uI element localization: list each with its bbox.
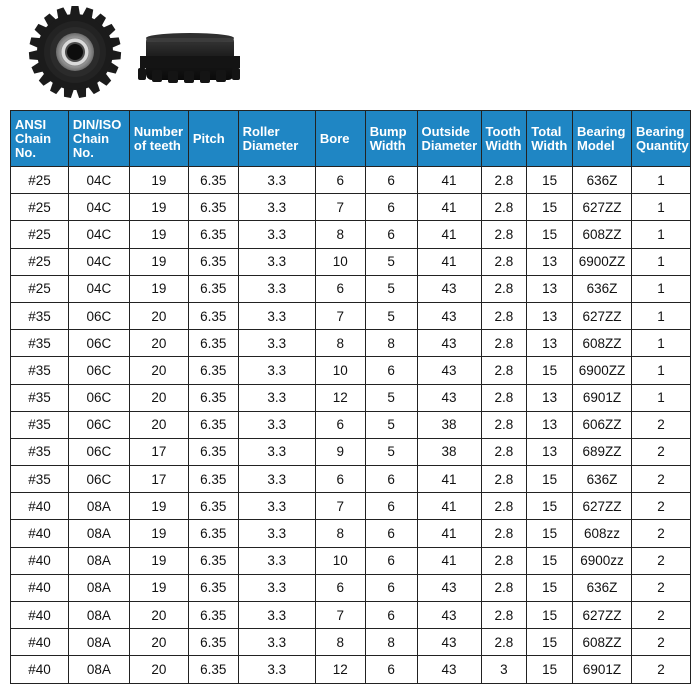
table-cell: 3.3 [238, 574, 315, 601]
table-cell: 636Z [573, 466, 632, 493]
table-cell: 2.8 [481, 248, 527, 275]
table-cell: 627ZZ [573, 602, 632, 629]
table-cell: 9 [315, 438, 365, 465]
table-cell: #40 [11, 547, 69, 574]
table-cell: 08A [68, 574, 129, 601]
table-cell: 6 [365, 520, 417, 547]
table-cell: 2.8 [481, 574, 527, 601]
table-cell: 19 [129, 194, 188, 221]
table-cell: 2.8 [481, 520, 527, 547]
table-cell: 15 [527, 466, 573, 493]
table-cell: 15 [527, 656, 573, 683]
table-cell: #35 [11, 438, 69, 465]
table-cell: 19 [129, 167, 188, 194]
table-cell: 6 [315, 574, 365, 601]
table-cell: 689ZZ [573, 438, 632, 465]
table-cell: 6 [365, 221, 417, 248]
table-cell: 6.35 [188, 656, 238, 683]
table-cell: 2.8 [481, 602, 527, 629]
table-cell: 627ZZ [573, 302, 632, 329]
table-cell: 608ZZ [573, 221, 632, 248]
table-cell: #35 [11, 330, 69, 357]
table-cell: #25 [11, 275, 69, 302]
table-cell: 7 [315, 302, 365, 329]
table-cell: 6.35 [188, 194, 238, 221]
table-cell: 04C [68, 275, 129, 302]
table-cell: 6901Z [573, 384, 632, 411]
column-header: Total Width [527, 111, 573, 167]
table-cell: 7 [315, 602, 365, 629]
table-cell: 2.8 [481, 547, 527, 574]
column-header: DIN/ISO Chain No. [68, 111, 129, 167]
table-cell: 6.35 [188, 357, 238, 384]
table-cell: 08A [68, 493, 129, 520]
column-header: Outside Diameter [417, 111, 481, 167]
table-cell: 7 [315, 493, 365, 520]
table-cell: 1 [631, 167, 690, 194]
table-cell: 6 [365, 194, 417, 221]
table-cell: 606ZZ [573, 411, 632, 438]
table-cell: #40 [11, 656, 69, 683]
table-cell: 43 [417, 384, 481, 411]
table-cell: 2.8 [481, 330, 527, 357]
table-cell: 636Z [573, 167, 632, 194]
column-header: Number of teeth [129, 111, 188, 167]
table-cell: 6.35 [188, 438, 238, 465]
table-cell: 41 [417, 167, 481, 194]
table-cell: 8 [315, 629, 365, 656]
table-cell: 41 [417, 547, 481, 574]
table-cell: 20 [129, 411, 188, 438]
table-cell: 1 [631, 221, 690, 248]
table-cell: 2 [631, 656, 690, 683]
table-cell: 5 [365, 248, 417, 275]
table-cell: 2.8 [481, 302, 527, 329]
table-cell: 2 [631, 629, 690, 656]
column-header: Tooth Width [481, 111, 527, 167]
table-cell: #35 [11, 302, 69, 329]
column-header: Pitch [188, 111, 238, 167]
table-row [11, 493, 691, 520]
table-cell: 20 [129, 629, 188, 656]
table-cell: 20 [129, 330, 188, 357]
table-cell: 41 [417, 520, 481, 547]
table-cell: 2 [631, 466, 690, 493]
table-cell: 04C [68, 194, 129, 221]
table-cell: 10 [315, 357, 365, 384]
table-row [11, 167, 691, 194]
table-row [11, 520, 691, 547]
table-cell: 2 [631, 493, 690, 520]
table-cell: 13 [527, 438, 573, 465]
table-cell: 15 [527, 602, 573, 629]
table-cell: 6 [365, 574, 417, 601]
table-cell: 15 [527, 629, 573, 656]
sprocket-spec-table [10, 110, 691, 684]
table-cell: 6900ZZ [573, 248, 632, 275]
table-cell: 15 [527, 493, 573, 520]
table-cell: 19 [129, 275, 188, 302]
table-cell: 6 [315, 275, 365, 302]
table-cell: 6 [315, 167, 365, 194]
table-cell: 12 [315, 384, 365, 411]
table-cell: 13 [527, 384, 573, 411]
table-cell: 8 [315, 221, 365, 248]
table-cell: #40 [11, 629, 69, 656]
table-cell: 6.35 [188, 574, 238, 601]
table-cell: 17 [129, 438, 188, 465]
table-cell: 12 [315, 656, 365, 683]
table-cell: 1 [631, 194, 690, 221]
table-cell: 3.3 [238, 602, 315, 629]
table-cell: 20 [129, 302, 188, 329]
table-row [11, 438, 691, 465]
table-cell: 19 [129, 547, 188, 574]
table-cell: 08A [68, 520, 129, 547]
table-cell: 6 [365, 167, 417, 194]
table-cell: 627ZZ [573, 194, 632, 221]
table-cell: 3.3 [238, 493, 315, 520]
table-row [11, 194, 691, 221]
table-cell: 2.8 [481, 357, 527, 384]
table-cell: 41 [417, 466, 481, 493]
table-row [11, 357, 691, 384]
table-cell: 6.35 [188, 629, 238, 656]
table-cell: 8 [315, 520, 365, 547]
table-row [11, 411, 691, 438]
table-cell: 2.8 [481, 466, 527, 493]
table-row [11, 547, 691, 574]
table-cell: 6.35 [188, 411, 238, 438]
table-cell: 3.3 [238, 330, 315, 357]
table-row [11, 248, 691, 275]
table-cell: 2.8 [481, 438, 527, 465]
table-cell: 15 [527, 167, 573, 194]
table-cell: 6900ZZ [573, 357, 632, 384]
product-images [0, 0, 700, 108]
table-cell: 608ZZ [573, 330, 632, 357]
table-cell: 43 [417, 330, 481, 357]
table-cell: 608zz [573, 520, 632, 547]
table-cell: 1 [631, 275, 690, 302]
table-cell: 13 [527, 411, 573, 438]
table-cell: 2.8 [481, 411, 527, 438]
table-cell: #35 [11, 466, 69, 493]
table-cell: 8 [365, 629, 417, 656]
table-cell: 6900zz [573, 547, 632, 574]
table-cell: 608ZZ [573, 629, 632, 656]
table-cell: 04C [68, 248, 129, 275]
table-cell: 6 [365, 547, 417, 574]
table-row [11, 602, 691, 629]
table-cell: 41 [417, 493, 481, 520]
table-cell: 3.3 [238, 438, 315, 465]
table-cell: #40 [11, 602, 69, 629]
table-cell: 20 [129, 357, 188, 384]
table-cell: 2.8 [481, 194, 527, 221]
column-header: Roller Diameter [238, 111, 315, 167]
table-cell: 06C [68, 384, 129, 411]
table-cell: 15 [527, 574, 573, 601]
table-cell: 13 [527, 248, 573, 275]
table-cell: 13 [527, 302, 573, 329]
table-cell: 20 [129, 602, 188, 629]
table-cell: 06C [68, 438, 129, 465]
table-cell: 2.8 [481, 493, 527, 520]
table-row [11, 330, 691, 357]
table-cell: 3.3 [238, 302, 315, 329]
table-cell: 19 [129, 248, 188, 275]
table-cell: 06C [68, 411, 129, 438]
table-cell: 6.35 [188, 547, 238, 574]
table-cell: 38 [417, 438, 481, 465]
table-cell: 2 [631, 602, 690, 629]
table-cell: 6 [365, 357, 417, 384]
table-cell: 6.35 [188, 520, 238, 547]
table-cell: #25 [11, 167, 69, 194]
table-cell: 6 [365, 466, 417, 493]
table-cell: 3.3 [238, 221, 315, 248]
column-header: Bump Width [365, 111, 417, 167]
table-cell: 13 [527, 330, 573, 357]
table-cell: 1 [631, 302, 690, 329]
table-cell: 06C [68, 330, 129, 357]
sprocket-front-view [0, 0, 700, 108]
table-cell: 2 [631, 411, 690, 438]
table-cell: 6.35 [188, 466, 238, 493]
table-cell: 6 [365, 656, 417, 683]
table-cell: 17 [129, 466, 188, 493]
table-cell: 43 [417, 602, 481, 629]
table-cell: 6 [315, 466, 365, 493]
table-cell: 3.3 [238, 357, 315, 384]
table-cell: 6.35 [188, 302, 238, 329]
table-cell: #40 [11, 574, 69, 601]
table-cell: 3 [481, 656, 527, 683]
table-cell: 19 [129, 493, 188, 520]
table-cell: 41 [417, 248, 481, 275]
table-cell: 2 [631, 520, 690, 547]
table-cell: 5 [365, 275, 417, 302]
table-cell: 41 [417, 194, 481, 221]
table-cell: 04C [68, 221, 129, 248]
table-cell: 6 [365, 602, 417, 629]
table-cell: 2 [631, 438, 690, 465]
table-cell: 8 [315, 330, 365, 357]
table-row [11, 574, 691, 601]
table-cell: 04C [68, 167, 129, 194]
table-cell: 1 [631, 357, 690, 384]
table-cell: 3.3 [238, 167, 315, 194]
table-cell: 10 [315, 248, 365, 275]
table-cell: 6.35 [188, 167, 238, 194]
table-cell: 636Z [573, 574, 632, 601]
column-header: Bearing Quantity [631, 111, 690, 167]
table-cell: 10 [315, 547, 365, 574]
column-header: ANSI Chain No. [11, 111, 69, 167]
table-cell: 08A [68, 629, 129, 656]
table-cell: 6 [315, 411, 365, 438]
table-cell: 5 [365, 438, 417, 465]
table-cell: 06C [68, 302, 129, 329]
table-cell: 5 [365, 302, 417, 329]
table-cell: 20 [129, 384, 188, 411]
table-cell: 43 [417, 275, 481, 302]
table-cell: 19 [129, 221, 188, 248]
table-cell: 6.35 [188, 602, 238, 629]
table-row [11, 275, 691, 302]
table-cell: 3.3 [238, 248, 315, 275]
table-cell: 8 [365, 330, 417, 357]
table-row [11, 302, 691, 329]
table-cell: 38 [417, 411, 481, 438]
table-cell: 43 [417, 574, 481, 601]
table-cell: 6.35 [188, 493, 238, 520]
table-row [11, 221, 691, 248]
table-row [11, 466, 691, 493]
table-cell: 627ZZ [573, 493, 632, 520]
table-cell: 3.3 [238, 520, 315, 547]
table-cell: 2.8 [481, 275, 527, 302]
table-cell: 2 [631, 574, 690, 601]
table-cell: 43 [417, 629, 481, 656]
table-cell: 20 [129, 656, 188, 683]
table-cell: 1 [631, 384, 690, 411]
table-cell: 08A [68, 656, 129, 683]
table-cell: 41 [417, 221, 481, 248]
table-cell: 6.35 [188, 248, 238, 275]
table-cell: 43 [417, 357, 481, 384]
table-row [11, 656, 691, 683]
table-cell: 3.3 [238, 411, 315, 438]
table-cell: 13 [527, 275, 573, 302]
table-cell: 15 [527, 221, 573, 248]
table-cell: 3.3 [238, 656, 315, 683]
column-header: Bore [315, 111, 365, 167]
table-cell: 636Z [573, 275, 632, 302]
table-cell: 1 [631, 330, 690, 357]
table-cell: 7 [315, 194, 365, 221]
table-cell: 08A [68, 602, 129, 629]
table-cell: 3.3 [238, 629, 315, 656]
table-cell: 08A [68, 547, 129, 574]
table-cell: 6901Z [573, 656, 632, 683]
table-cell: 15 [527, 520, 573, 547]
table-cell: 43 [417, 656, 481, 683]
table-cell: 2.8 [481, 384, 527, 411]
table-cell: 6.35 [188, 221, 238, 248]
table-cell: #25 [11, 248, 69, 275]
table-row [11, 629, 691, 656]
table-cell: 6.35 [188, 384, 238, 411]
table-cell: 2.8 [481, 629, 527, 656]
table-cell: 5 [365, 384, 417, 411]
table-cell: 43 [417, 302, 481, 329]
table-cell: 3.3 [238, 547, 315, 574]
table-cell: 19 [129, 574, 188, 601]
table-row [11, 384, 691, 411]
table-cell: 3.3 [238, 194, 315, 221]
table-cell: #35 [11, 357, 69, 384]
table-cell: 6 [365, 493, 417, 520]
table-cell: 5 [365, 411, 417, 438]
table-cell: 6.35 [188, 275, 238, 302]
table-cell: 2 [631, 547, 690, 574]
table-cell: 15 [527, 194, 573, 221]
table-cell: 15 [527, 357, 573, 384]
table-cell: 3.3 [238, 466, 315, 493]
sprocket-side-view [138, 33, 240, 83]
column-header: Bearing Model [573, 111, 632, 167]
table-cell: 6.35 [188, 330, 238, 357]
table-cell: #25 [11, 194, 69, 221]
table-cell: 3.3 [238, 275, 315, 302]
table-cell: 2.8 [481, 221, 527, 248]
table-cell: #40 [11, 493, 69, 520]
table-cell: 06C [68, 466, 129, 493]
table-cell: 3.3 [238, 384, 315, 411]
table-cell: 06C [68, 357, 129, 384]
table-cell: 1 [631, 248, 690, 275]
table-header-row [11, 111, 691, 167]
table-cell: 2.8 [481, 167, 527, 194]
table-cell: 19 [129, 520, 188, 547]
table-cell: #35 [11, 411, 69, 438]
table-cell: #25 [11, 221, 69, 248]
table-cell: 15 [527, 547, 573, 574]
table-cell: #40 [11, 520, 69, 547]
table-cell: #35 [11, 384, 69, 411]
